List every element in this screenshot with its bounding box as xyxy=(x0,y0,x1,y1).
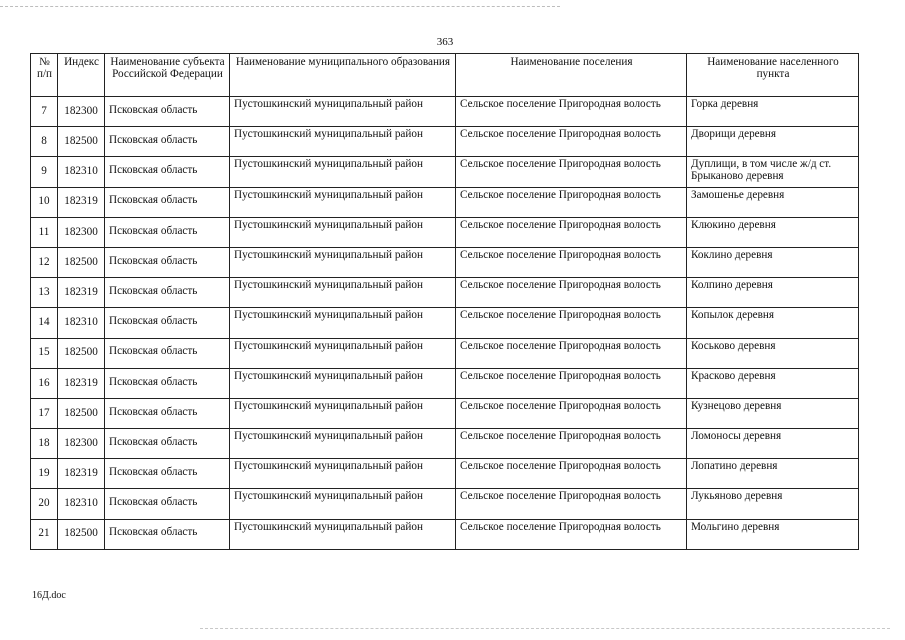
locality-cell: Колпино деревня xyxy=(687,278,859,308)
subject-cell: Псковская область xyxy=(105,519,230,549)
locality-cell: Клюкино деревня xyxy=(687,217,859,247)
header-number: № п/п xyxy=(31,54,58,97)
settlement-cell: Сельское поселение Пригородная волость xyxy=(456,278,687,308)
table-row xyxy=(31,338,859,368)
row-number-cell: 17 xyxy=(31,398,58,428)
locality-cell: Коськово деревня xyxy=(687,338,859,368)
subject-cell: Псковская область xyxy=(105,338,230,368)
settlement-cell: Сельское поселение Пригородная волость xyxy=(456,429,687,459)
municipality-cell: Пустошкинский муниципальный район xyxy=(230,187,456,217)
municipality-cell: Пустошкинский муниципальный район xyxy=(230,489,456,519)
table-row xyxy=(31,187,859,217)
subject-cell: Псковская область xyxy=(105,398,230,428)
table-row xyxy=(31,429,859,459)
table-row xyxy=(31,278,859,308)
locality-cell: Лукьяново деревня xyxy=(687,489,859,519)
locality-cell: Замошенье деревня xyxy=(687,187,859,217)
municipality-cell: Пустошкинский муниципальный район xyxy=(230,398,456,428)
header-settlement: Наименование поселения xyxy=(456,54,687,97)
postal-index-cell: 182310 xyxy=(58,308,105,338)
table-row xyxy=(31,368,859,398)
subject-cell: Псковская область xyxy=(105,308,230,338)
subject-cell: Псковская область xyxy=(105,157,230,187)
localities-table xyxy=(30,53,859,550)
settlement-cell: Сельское поселение Пригородная волость xyxy=(456,368,687,398)
header-subject: Наименование субъекта Российской Федерации xyxy=(105,54,230,97)
row-number-cell: 13 xyxy=(31,278,58,308)
row-number-cell: 18 xyxy=(31,429,58,459)
municipality-cell: Пустошкинский муниципальный район xyxy=(230,217,456,247)
postal-index-cell: 182310 xyxy=(58,489,105,519)
locality-cell: Красково деревня xyxy=(687,368,859,398)
municipality-cell: Пустошкинский муниципальный район xyxy=(230,368,456,398)
row-number-cell: 12 xyxy=(31,247,58,277)
postal-index-cell: 182500 xyxy=(58,127,105,157)
municipality-cell: Пустошкинский муниципальный район xyxy=(230,459,456,489)
settlement-cell: Сельское поселение Пригородная волость xyxy=(456,489,687,519)
subject-cell: Псковская область xyxy=(105,278,230,308)
table-row xyxy=(31,157,859,187)
locality-cell: Кузнецово деревня xyxy=(687,398,859,428)
settlement-cell: Сельское поселение Пригородная волость xyxy=(456,459,687,489)
settlement-cell: Сельское поселение Пригородная волость xyxy=(456,187,687,217)
page-number: 363 xyxy=(436,36,454,48)
scan-artifact-bottom xyxy=(200,628,890,630)
header-locality: Наименование населенного пункта xyxy=(687,54,859,97)
settlement-cell: Сельское поселение Пригородная волость xyxy=(456,97,687,127)
subject-cell: Псковская область xyxy=(105,217,230,247)
subject-cell: Псковская область xyxy=(105,489,230,519)
row-number-cell: 14 xyxy=(31,308,58,338)
row-number-cell: 11 xyxy=(31,217,58,247)
locality-cell: Ломоносы деревня xyxy=(687,429,859,459)
row-number-cell: 20 xyxy=(31,489,58,519)
municipality-cell: Пустошкинский муниципальный район xyxy=(230,278,456,308)
row-number-cell: 7 xyxy=(31,97,58,127)
table-row xyxy=(31,489,859,519)
row-number-cell: 8 xyxy=(31,127,58,157)
table-header-row xyxy=(31,54,859,97)
settlement-cell: Сельское поселение Пригородная волость xyxy=(456,308,687,338)
locality-cell: Лопатино деревня xyxy=(687,459,859,489)
header-index: Индекс xyxy=(58,54,105,97)
table-row xyxy=(31,398,859,428)
locality-cell: Дворищи деревня xyxy=(687,127,859,157)
municipality-cell: Пустошкинский муниципальный район xyxy=(230,308,456,338)
municipality-cell: Пустошкинский муниципальный район xyxy=(230,429,456,459)
subject-cell: Псковская область xyxy=(105,429,230,459)
municipality-cell: Пустошкинский муниципальный район xyxy=(230,127,456,157)
table-row xyxy=(31,97,859,127)
municipality-cell: Пустошкинский муниципальный район xyxy=(230,247,456,277)
locality-cell: Коклино деревня xyxy=(687,247,859,277)
postal-index-cell: 182300 xyxy=(58,429,105,459)
postal-index-cell: 182500 xyxy=(58,519,105,549)
municipality-cell: Пустошкинский муниципальный район xyxy=(230,338,456,368)
postal-index-cell: 182319 xyxy=(58,368,105,398)
postal-index-cell: 182300 xyxy=(58,97,105,127)
table-row xyxy=(31,247,859,277)
subject-cell: Псковская область xyxy=(105,97,230,127)
postal-index-cell: 182319 xyxy=(58,187,105,217)
postal-index-cell: 182319 xyxy=(58,278,105,308)
subject-cell: Псковская область xyxy=(105,247,230,277)
postal-index-cell: 182500 xyxy=(58,338,105,368)
settlement-cell: Сельское поселение Пригородная волость xyxy=(456,519,687,549)
table-row xyxy=(31,217,859,247)
settlement-cell: Сельское поселение Пригородная волость xyxy=(456,217,687,247)
settlement-cell: Сельское поселение Пригородная волость xyxy=(456,398,687,428)
postal-index-cell: 182319 xyxy=(58,459,105,489)
subject-cell: Псковская область xyxy=(105,368,230,398)
municipality-cell: Пустошкинский муниципальный район xyxy=(230,157,456,187)
postal-index-cell: 182500 xyxy=(58,398,105,428)
locality-cell: Мольгино деревня xyxy=(687,519,859,549)
table-row xyxy=(31,127,859,157)
postal-index-cell: 182310 xyxy=(58,157,105,187)
row-number-cell: 9 xyxy=(31,157,58,187)
table-row xyxy=(31,459,859,489)
settlement-cell: Сельское поселение Пригородная волость xyxy=(456,127,687,157)
row-number-cell: 16 xyxy=(31,368,58,398)
row-number-cell: 10 xyxy=(31,187,58,217)
subject-cell: Псковская область xyxy=(105,459,230,489)
settlement-cell: Сельское поселение Пригородная волость xyxy=(456,247,687,277)
table-body xyxy=(31,97,859,550)
table-row xyxy=(31,308,859,338)
settlement-cell: Сельское поселение Пригородная волость xyxy=(456,157,687,187)
settlement-cell: Сельское поселение Пригородная волость xyxy=(456,338,687,368)
municipality-cell: Пустошкинский муниципальный район xyxy=(230,97,456,127)
municipality-cell: Пустошкинский муниципальный район xyxy=(230,519,456,549)
row-number-cell: 19 xyxy=(31,459,58,489)
postal-index-cell: 182300 xyxy=(58,217,105,247)
table-row xyxy=(31,519,859,549)
document-filename: 16Д.doc xyxy=(32,590,66,601)
locality-cell: Горка деревня xyxy=(687,97,859,127)
header-municipality: Наименование муниципального образования xyxy=(230,54,456,97)
locality-cell: Дуплищи, в том числе ж/д ст. Брыканово деревня xyxy=(687,157,859,187)
subject-cell: Псковская область xyxy=(105,127,230,157)
subject-cell: Псковская область xyxy=(105,187,230,217)
locality-cell: Копылок деревня xyxy=(687,308,859,338)
row-number-cell: 21 xyxy=(31,519,58,549)
row-number-cell: 15 xyxy=(31,338,58,368)
postal-index-cell: 182500 xyxy=(58,247,105,277)
scan-artifact-top xyxy=(0,6,560,8)
